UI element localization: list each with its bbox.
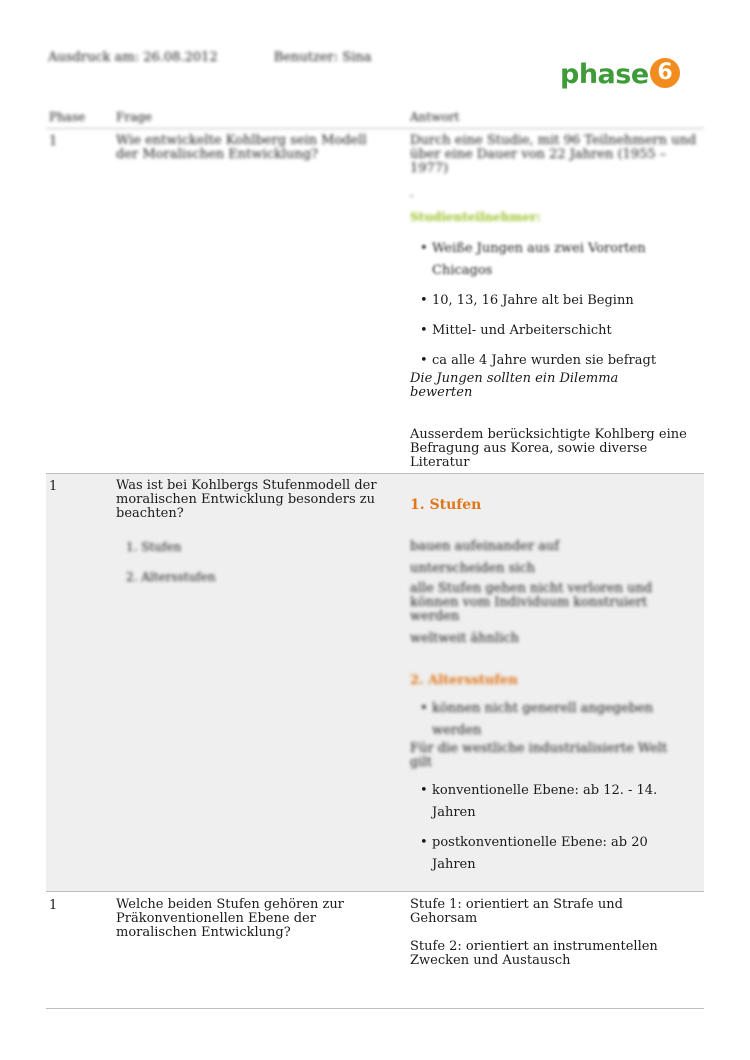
stufen-line: alle Stufen gehen nicht verloren und können vom Individuum konstruiert werden xyxy=(410,581,653,624)
phase6-logo xyxy=(560,56,690,94)
answer-dot: - xyxy=(410,191,414,202)
list-item: • Weiße Jungen aus zwei Vororten Chicagos xyxy=(410,238,682,282)
logo-number: 6 xyxy=(650,58,680,88)
stufen-line: bauen aufeinander auf xyxy=(410,539,560,554)
print-date: Ausdruck am: 26.08.2012 xyxy=(48,50,218,65)
participants-heading: Studienteilnehmer: xyxy=(410,210,541,224)
list-item: • postkonventionelle Ebene: ab 20 Jahren xyxy=(410,832,692,876)
row-phase: 1 xyxy=(49,898,58,913)
row-answer xyxy=(410,498,700,876)
col-phase: Phase xyxy=(49,110,86,124)
heading-stufen: 1. Stufen xyxy=(410,497,482,513)
col-answer: Antwort xyxy=(410,110,460,124)
alters-note: Für die westliche industrialisierte Welt gilt xyxy=(410,741,668,770)
row-answer xyxy=(410,134,700,470)
table-header xyxy=(46,110,704,129)
table-row xyxy=(46,130,704,474)
bottom-divider xyxy=(46,1008,704,1009)
stufen-line: unterscheiden sich xyxy=(410,561,536,576)
heading-altersstufen: 2. Altersstufen xyxy=(410,673,518,688)
row-question: Wie entwickelte Kohlberg sein Modell der Moralischen Entwicklung? xyxy=(116,133,367,162)
list-item: • ca alle 4 Jahre wurden sie befragt xyxy=(410,350,682,372)
row-question: Welche beiden Stufen gehören zur Präkonventionellen Ebene der moralischen Entwicklung? xyxy=(116,897,344,940)
list-item: • 10, 13, 16 Jahre alt bei Beginn xyxy=(410,290,682,312)
row-answer xyxy=(410,898,700,968)
list-item: • Mittel- und Arbeiterschicht xyxy=(410,320,682,342)
print-meta xyxy=(48,50,423,65)
stufen-line: weltweit ähnlich xyxy=(410,631,520,646)
row-question: Was ist bei Kohlbergs Stufenmodell der moralischen Entwicklung besonders zu beachten? xyxy=(116,478,377,521)
closing-text: Ausserdem berücksichtigte Kohlberg eine Befragung aus Korea, sowie diverse Literatur xyxy=(410,427,687,470)
answer-intro: Durch eine Studie, mit 96 Teilnehmern und über eine Dauer von 22 Jahren (1955 – 1977) xyxy=(410,133,697,176)
answer-stufe-1: Stufe 1: orientiert an Strafe und Gehorsam xyxy=(410,897,623,926)
logo-text: phase xyxy=(560,59,649,90)
list-item: • können nicht generell angegeben werden xyxy=(410,698,702,742)
col-question: Frage xyxy=(116,110,152,124)
list-item: • konventionelle Ebene: ab 12. - 14. Jahren xyxy=(410,780,692,824)
table-row xyxy=(46,474,704,892)
sub-item: 1. Stufen xyxy=(126,540,182,554)
sub-item: 2. Altersstufen xyxy=(126,570,216,584)
table-row xyxy=(46,892,704,1007)
italic-note: Die Jungen sollten ein Dilemma bewerten xyxy=(410,371,619,400)
print-user: Benutzer: Sina xyxy=(273,50,372,65)
answer-stufe-2: Stufe 2: orientiert an instrumentellen Zwecken und Austausch xyxy=(410,939,658,968)
row-phase: 1 xyxy=(49,134,58,149)
row-phase: 1 xyxy=(49,479,58,494)
